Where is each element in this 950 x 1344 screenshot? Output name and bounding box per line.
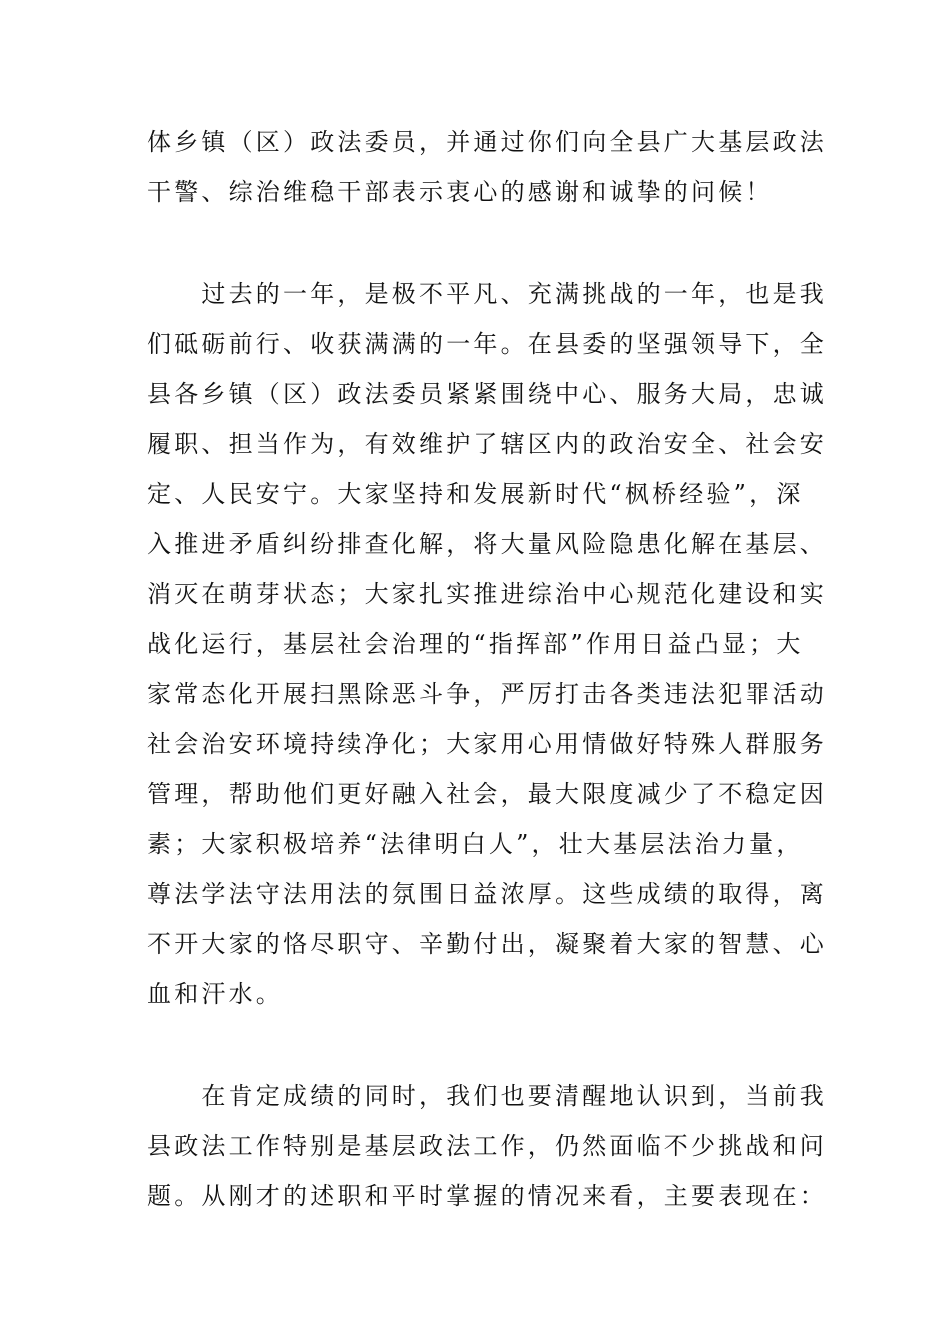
text-line: 尊法学法守法用法的氛围日益浓厚。这些成绩的取得，离 (147, 880, 827, 908)
text-line: 干警、综治维稳干部表示衷心的感谢和诚挚的问候！ (147, 178, 773, 206)
text-line: 们砥砺前行、收获满满的一年。在县委的坚强领导下，全 (147, 330, 827, 358)
text-line: 履职、担当作为，有效维护了辖区内的政治安全、社会安 (147, 430, 827, 458)
text-line: 消灭在萌芽状态；大家扎实推进综治中心规范化建设和实 (147, 580, 827, 608)
text-line: 题。从刚才的述职和平时掌握的情况来看，主要表现在： (147, 1182, 827, 1210)
text-line: 入推进矛盾纠纷排查化解，将大量风险隐患化解在基层、 (147, 530, 827, 558)
text-line: 过去的一年，是极不平凡、充满挑战的一年，也是我 (147, 280, 827, 308)
text-line: 体乡镇（区）政法委员，并通过你们向全县广大基层政法 (147, 128, 827, 156)
text-line: 不开大家的恪尽职守、辛勤付出，凝聚着大家的智慧、心 (147, 930, 827, 958)
text-line: 血和汗水。 (147, 980, 283, 1008)
text-line: 定、人民安宁。大家坚持和发展新时代“枫桥经验”，深 (147, 480, 804, 508)
text-line: 管理，帮助他们更好融入社会，最大限度减少了不稳定因 (147, 780, 827, 808)
text-line: 县政法工作特别是基层政法工作，仍然面临不少挑战和问 (147, 1132, 827, 1160)
text-line: 社会治安环境持续净化；大家用心用情做好特殊人群服务 (147, 730, 827, 758)
text-line: 在肯定成绩的同时，我们也要清醒地认识到，当前我 (147, 1082, 827, 1110)
text-line: 战化运行，基层社会治理的“指挥部”作用日益凸显；大 (147, 630, 804, 658)
text-line: 素；大家积极培养“法律明白人”，壮大基层法治力量， (147, 830, 804, 858)
text-line: 家常态化开展扫黑除恶斗争，严厉打击各类违法犯罪活动 (147, 680, 827, 708)
text-line: 县各乡镇（区）政法委员紧紧围绕中心、服务大局，忠诚 (147, 380, 827, 408)
